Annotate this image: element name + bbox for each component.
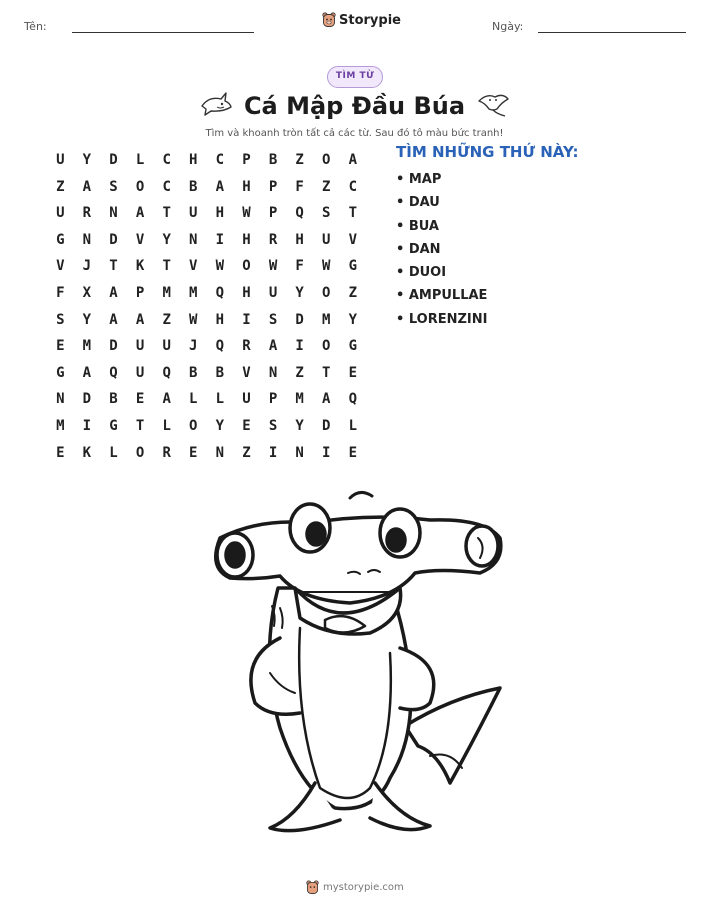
bear-logo-icon (306, 880, 319, 895)
grid-cell[interactable]: U (162, 338, 171, 355)
grid-cell[interactable]: B (268, 152, 278, 168)
grid-cell[interactable]: K (135, 258, 145, 275)
grid-cell[interactable]: O (322, 284, 331, 301)
grid-cell[interactable]: Z (56, 178, 65, 195)
grid-cell[interactable]: W (322, 258, 331, 275)
grid-cell[interactable]: P (268, 178, 278, 195)
grid-cell[interactable]: E (189, 444, 198, 461)
grid-cell[interactable]: N (56, 391, 65, 408)
grid-row (47, 227, 366, 254)
grid-cell[interactable]: U (268, 284, 278, 301)
grid-cell[interactable]: L (135, 152, 145, 168)
grid-cell[interactable]: A (348, 152, 358, 168)
grid-row (47, 386, 366, 413)
grid-cell[interactable]: C (215, 152, 225, 168)
grid-cell[interactable]: S (322, 205, 331, 222)
grid-cell[interactable]: H (215, 205, 225, 222)
grid-cell[interactable]: N (295, 444, 304, 461)
grid-cell[interactable]: E (348, 364, 358, 381)
word-item: • DAN (396, 241, 441, 257)
date-line[interactable] (538, 32, 686, 33)
grid-cell[interactable]: Q (215, 284, 225, 301)
grid-row (47, 307, 366, 334)
grid-cell[interactable]: B (109, 391, 118, 408)
grid-cell[interactable]: N (82, 231, 92, 248)
word-item: • AMPULLAE (396, 288, 488, 304)
grid-row (47, 440, 366, 467)
grid-cell[interactable]: T (109, 258, 118, 275)
grid-cell[interactable]: H (215, 311, 225, 328)
grid-cell[interactable]: L (348, 417, 358, 434)
brand-logo (322, 12, 401, 28)
word-item: • BUA (396, 218, 439, 234)
grid-cell[interactable]: O (189, 417, 198, 434)
grid-cell[interactable]: U (135, 338, 145, 355)
grid-cell[interactable]: Q (109, 364, 118, 381)
grid-cell[interactable]: U (322, 231, 331, 248)
instructions: Tìm và khoanh tròn tất cả các từ. Sau đó tô màu bức tranh! (205, 128, 504, 139)
grid-cell[interactable]: Y (295, 284, 304, 301)
grid-cell[interactable]: I (242, 311, 251, 328)
grid-cell[interactable]: D (295, 311, 304, 328)
grid-cell[interactable]: F (295, 178, 304, 195)
grid-cell[interactable]: N (189, 231, 198, 248)
grid-cell[interactable]: B (189, 364, 198, 381)
grid-cell[interactable]: C (348, 178, 358, 195)
grid-cell[interactable]: V (135, 231, 145, 248)
grid-cell[interactable]: T (162, 258, 171, 275)
stingray-doodle-icon (475, 89, 511, 119)
word-item: • DUOI (396, 265, 447, 281)
grid-cell[interactable]: Y (295, 417, 304, 434)
grid-cell[interactable]: F (56, 284, 65, 301)
grid-row (47, 200, 366, 227)
grid-cell[interactable]: W (268, 258, 278, 275)
grid-cell[interactable]: A (82, 364, 92, 381)
grid-cell[interactable]: L (109, 444, 118, 461)
grid-cell[interactable]: C (162, 152, 171, 168)
grid-cell[interactable]: Q (215, 338, 225, 355)
grid-cell[interactable]: A (268, 338, 278, 355)
name-label: Tên: (24, 20, 47, 33)
grid-cell[interactable]: U (56, 152, 65, 168)
grid-cell[interactable]: J (82, 258, 92, 275)
word-item: • MAP (396, 172, 442, 187)
grid-cell[interactable]: G (56, 231, 65, 248)
grid-cell[interactable]: N (109, 205, 118, 222)
word-list (396, 170, 487, 333)
grid-cell[interactable]: H (242, 284, 251, 301)
grid-cell[interactable]: J (189, 338, 198, 355)
grid-cell[interactable]: A (109, 284, 118, 301)
activity-badge: TÌM TỪ (327, 66, 383, 88)
grid-cell[interactable]: F (295, 258, 304, 275)
grid-cell[interactable]: P (268, 205, 278, 222)
grid-cell[interactable]: L (162, 417, 171, 434)
grid-cell[interactable]: R (162, 444, 171, 461)
footer-url[interactable]: mystorypie.com (323, 882, 404, 893)
grid-cell[interactable]: U (189, 205, 198, 222)
grid-cell[interactable]: Z (295, 152, 304, 168)
grid-cell[interactable]: M (295, 391, 304, 408)
grid-cell[interactable]: A (109, 311, 118, 328)
grid-cell[interactable]: D (109, 231, 118, 248)
word-item: • LORENZINI (396, 311, 488, 327)
grid-cell[interactable]: G (348, 338, 358, 355)
grid-cell[interactable]: G (348, 258, 358, 275)
grid-cell[interactable]: Y (82, 311, 92, 328)
grid-cell[interactable]: O (242, 258, 251, 275)
grid-cell[interactable]: O (135, 178, 145, 195)
grid-cell[interactable]: R (242, 338, 251, 355)
name-line[interactable] (72, 32, 254, 33)
grid-cell[interactable]: E (135, 391, 145, 408)
grid-cell[interactable]: Z (295, 364, 304, 381)
grid-cell[interactable]: A (82, 178, 92, 195)
grid-cell[interactable]: Q (295, 205, 304, 222)
grid-cell[interactable]: B (189, 178, 198, 195)
grid-cell[interactable]: U (56, 205, 65, 222)
grid-cell[interactable]: K (82, 444, 92, 461)
grid-cell[interactable]: T (162, 205, 171, 222)
brand-name: Storypie (339, 12, 401, 28)
grid-cell[interactable]: L (215, 391, 225, 408)
grid-cell[interactable]: A (135, 311, 145, 328)
grid-row (47, 333, 366, 360)
grid-row (47, 280, 366, 307)
grid-cell[interactable]: Y (82, 152, 92, 168)
grid-cell[interactable]: Q (162, 364, 171, 381)
grid-cell[interactable]: M (162, 284, 171, 301)
grid-cell[interactable]: Z (348, 284, 358, 301)
grid-cell[interactable]: D (109, 152, 118, 168)
grid-cell[interactable]: N (215, 444, 225, 461)
grid-cell[interactable]: I (268, 444, 278, 461)
grid-cell[interactable]: W (215, 258, 225, 275)
grid-cell[interactable]: H (189, 152, 198, 168)
grid-cell[interactable]: S (109, 178, 118, 195)
grid-cell[interactable]: D (82, 391, 92, 408)
grid-cell[interactable]: V (242, 364, 251, 381)
grid-cell[interactable]: V (56, 258, 65, 275)
grid-cell[interactable]: A (162, 391, 171, 408)
word-item: • DAU (396, 195, 440, 211)
grid-cell[interactable]: P (135, 284, 145, 301)
grid-row (47, 360, 366, 387)
grid-cell[interactable]: N (268, 364, 278, 381)
grid-cell[interactable]: A (322, 391, 331, 408)
grid-cell[interactable]: L (189, 391, 198, 408)
grid-cell[interactable]: Y (215, 417, 225, 434)
grid-cell[interactable]: P (242, 152, 251, 168)
grid-cell[interactable]: S (56, 311, 65, 328)
grid-cell[interactable]: P (268, 391, 278, 408)
grid-row (47, 253, 366, 280)
grid-cell[interactable]: S (268, 311, 278, 328)
grid-cell[interactable]: V (348, 231, 358, 248)
grid-cell[interactable]: H (295, 231, 304, 248)
grid-cell[interactable]: Y (162, 231, 171, 248)
footer (306, 880, 404, 895)
grid-cell[interactable]: G (109, 417, 118, 434)
grid-cell[interactable]: I (82, 417, 92, 434)
grid-cell[interactable]: U (135, 364, 145, 381)
grid-cell[interactable]: H (242, 178, 251, 195)
grid-cell[interactable]: E (348, 444, 358, 461)
grid-cell[interactable]: T (135, 417, 145, 434)
grid-cell[interactable]: I (295, 338, 304, 355)
grid-cell[interactable]: M (322, 311, 331, 328)
grid-row (47, 174, 366, 201)
word-list-title: TÌM NHỮNG THỨ NÀY: (396, 143, 579, 161)
grid-cell[interactable]: M (82, 338, 92, 355)
grid-cell[interactable]: V (189, 258, 198, 275)
grid-cell[interactable]: E (56, 338, 65, 355)
grid-cell[interactable]: I (322, 444, 331, 461)
grid-row (47, 147, 366, 174)
grid-cell[interactable]: E (56, 444, 65, 461)
grid-row (47, 413, 366, 440)
grid-cell[interactable]: T (322, 364, 331, 381)
grid-cell[interactable]: Z (322, 178, 331, 195)
grid-cell[interactable]: G (56, 364, 65, 381)
grid-cell[interactable]: W (242, 205, 251, 222)
grid-cell[interactable]: H (242, 231, 251, 248)
hammerhead-shark-illustration[interactable] (200, 488, 510, 843)
grid-cell[interactable]: T (348, 205, 358, 222)
grid-cell[interactable]: X (82, 284, 92, 301)
word-search-grid[interactable] (47, 147, 366, 466)
page-title: Cá Mập Đầu Búa (243, 92, 466, 120)
grid-cell[interactable]: R (82, 205, 92, 222)
grid-cell[interactable]: Z (242, 444, 251, 461)
grid-cell[interactable]: D (322, 417, 331, 434)
grid-cell[interactable]: A (215, 178, 225, 195)
grid-cell[interactable]: E (242, 417, 251, 434)
grid-cell[interactable]: O (322, 338, 331, 355)
bear-logo-icon (322, 12, 336, 28)
grid-cell[interactable]: Z (162, 311, 171, 328)
grid-cell[interactable]: S (268, 417, 278, 434)
grid-cell[interactable]: M (189, 284, 198, 301)
grid-cell[interactable]: C (162, 178, 171, 195)
grid-cell[interactable]: A (135, 205, 145, 222)
grid-cell[interactable]: B (215, 364, 225, 381)
grid-cell[interactable]: O (135, 444, 145, 461)
grid-cell[interactable]: Q (348, 391, 358, 408)
date-label: Ngày: (492, 20, 524, 33)
grid-cell[interactable]: D (109, 338, 118, 355)
grid-cell[interactable]: M (56, 417, 65, 434)
grid-cell[interactable]: O (322, 152, 331, 168)
grid-cell[interactable]: I (215, 231, 225, 248)
grid-cell[interactable]: R (268, 231, 278, 248)
grid-cell[interactable]: Y (348, 311, 358, 328)
grid-cell[interactable]: U (242, 391, 251, 408)
grid-cell[interactable]: W (189, 311, 198, 328)
